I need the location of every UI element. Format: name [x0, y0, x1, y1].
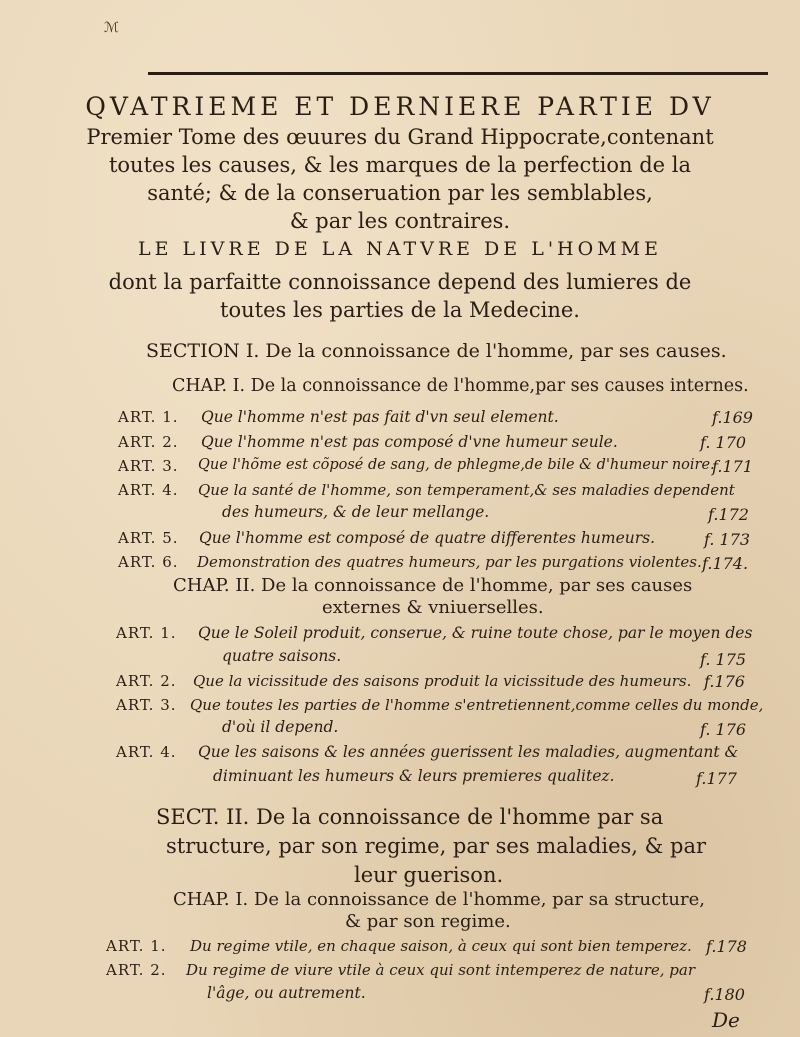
art-label: ART. 3.	[118, 457, 179, 475]
catchword: De	[712, 1008, 740, 1032]
art-text-continued: des humeurs, & de leur mellange.	[222, 503, 490, 521]
folio-ref: f. 176	[700, 720, 747, 739]
art-text: Que la santé de l'homme, son temperament,& ses maladies dependent	[198, 481, 735, 499]
art-text: Que l'homme n'est pas composé d'vne humeur seule.	[201, 433, 618, 451]
top-rule	[148, 72, 768, 75]
chap-2-title: CHAP. II. De la connoissance de l'homme, par ses causes	[173, 575, 693, 596]
book-title: LE LIVRE DE LA NATVRE DE L'HOMME	[138, 238, 662, 260]
art-label: ART. 4.	[118, 481, 179, 499]
art-label: ART. 2.	[116, 672, 177, 690]
art-text: Que le Soleil produit, conserue, & ruine toute chose, par le moyen des	[198, 624, 753, 642]
folio-ref: f.176	[704, 672, 745, 691]
section-2-title: SECT. II. De la connoissance de l'homme par sa	[156, 805, 664, 829]
art-text: Que l'homme n'est pas fait d'vn seul element.	[201, 408, 559, 426]
folio-ref: f.172	[708, 505, 749, 524]
art-text: Du regime vtile, en chaque saison, à ceux qui sont bien temperez.	[190, 937, 692, 955]
art-text: Que l'hõme est cõposé de sang, de phlegme,de bile & d'humeur noire.	[198, 457, 715, 473]
art-label: ART. 6.	[118, 553, 179, 571]
art-label: ART. 1.	[118, 408, 179, 426]
art-text-continued: diminuant les humeurs & leurs premieres qualitez.	[213, 767, 615, 785]
art-label: ART. 4.	[116, 743, 177, 761]
book-subtitle-2: toutes les parties de la Medecine.	[220, 298, 580, 322]
art-label: ART. 5.	[118, 529, 179, 547]
folio-ref: f.180	[704, 985, 745, 1004]
title-line-2: Premier Tome des œuures du Grand Hippocrate,contenant	[86, 125, 714, 149]
folio-ref: f.178	[706, 937, 747, 956]
art-text-continued: l'âge, ou autrement.	[207, 984, 366, 1002]
part-title: QVATRIEME ET DERNIERE PARTIE DV	[85, 92, 715, 121]
title-line-5: & par les contraires.	[289, 209, 511, 233]
art-text-continued: d'où il depend.	[222, 718, 339, 736]
title-line-3: toutes les causes, & les marques de la perfection de la	[108, 153, 692, 177]
folio-ref: f. 173	[704, 530, 751, 549]
folio-ref: f.177	[696, 769, 737, 788]
section-2-title-line-2: structure, par son regime, par ses maladies, & par	[166, 834, 707, 858]
title-line-4: santé; & de la conseruation par les semblables,	[147, 181, 653, 205]
art-label: ART. 3.	[116, 696, 177, 714]
sect-2-chap-1-title-continued: & par son regime.	[345, 911, 511, 932]
section-1-title: SECTION I. De la connoissance de l'homme, par ses causes.	[146, 340, 727, 362]
book-subtitle-1: dont la parfaitte connoissance depend des lumieres de	[108, 270, 692, 294]
art-label: ART. 2.	[118, 433, 179, 451]
art-text: Que les saisons & les années guerissent les maladies, augmentant &	[198, 743, 739, 761]
art-text: Du regime de viure vtile à ceux qui sont intemperez de nature, par	[186, 961, 696, 979]
folio-ref: f. 170	[700, 433, 747, 452]
folio-ref: f.169	[712, 408, 753, 427]
folio-ref: f.171	[712, 457, 753, 476]
art-text: Demonstration des quatres humeurs, par les purgations violentes.	[197, 553, 702, 571]
art-label: ART. 1.	[106, 937, 167, 955]
folio-ref: f. 175	[700, 650, 747, 669]
folio-ref: f.174.	[702, 554, 749, 573]
art-label: ART. 1.	[116, 624, 177, 642]
art-text: Que la vicissitude des saisons produit la vicissitude des humeurs.	[193, 672, 692, 690]
chap-1-title: CHAP. I. De la connoissance de l'homme,par ses causes internes.	[172, 376, 749, 396]
sect-2-chap-1-title: CHAP. I. De la connoissance de l'homme, par sa structure,	[173, 889, 705, 910]
art-text: Que l'homme est composé de quatre differentes humeurs.	[199, 529, 656, 547]
art-text-continued: quatre saisons.	[222, 647, 342, 665]
art-text: Que toutes les parties de l'homme s'entretiennent,comme celles du monde,	[190, 696, 764, 714]
chap-2-title-continued: externes & vniuerselles.	[322, 597, 544, 618]
corner-mark: ℳ	[104, 20, 119, 36]
art-label: ART. 2.	[106, 961, 167, 979]
section-2-title-line-3: leur guerison.	[354, 863, 504, 887]
